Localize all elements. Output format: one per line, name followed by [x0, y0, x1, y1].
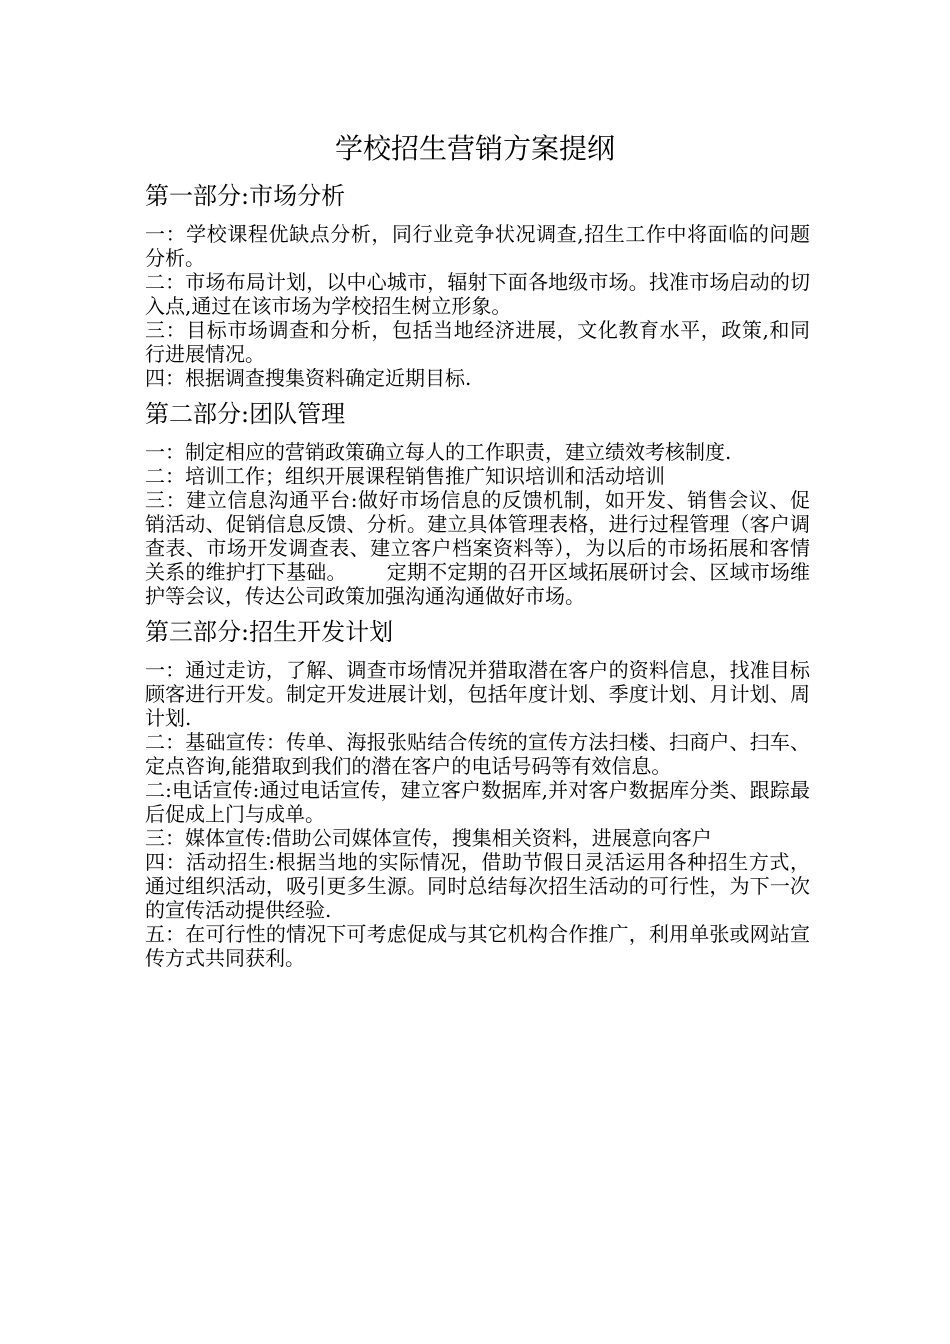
paragraph: 一：通过走访，了解、调查市场情况并猎取潜在客户的资料信息，找准目标顾客进行开发。制定开发进展计划，包括年度计划、季度计划、月计划、周计划.	[145, 658, 810, 730]
paragraph: 一：学校课程优缺点分析，同行业竞争状况调查,招生工作中将面临的问题分析。	[145, 222, 810, 270]
paragraph: 三：媒体宣传:借助公司媒体宣传，搜集相关资料，进展意向客户	[145, 826, 712, 850]
paragraph: 一：制定相应的营销政策确立每人的工作职责，建立绩效考核制度.	[145, 440, 732, 464]
section-heading: 第三部分:招生开发计划	[145, 618, 394, 646]
section-heading: 第一部分:市场分析	[145, 182, 346, 210]
paragraph-text: 三：建立信息沟通平台:做好市场信息的反馈机制，如开发、销售会议、促销活动、促销信息反馈、分析。建立具体管理表格，进行过程管理（客户调查表、市场开发调查表、建立客户档案资料等），为以后的市场拓展和客情关系的维护打下基础。	[145, 488, 810, 584]
document-body	[145, 180, 810, 978]
paragraph: 二：市场布局计划，以中心城市，辐射下面各地级市场。找准市场启动的切入点,通过在该市场为学校招生树立形象。	[145, 270, 810, 318]
paragraph: 二：培训工作；组织开展课程销售推广知识培训和活动培训	[145, 464, 665, 488]
section-heading: 第二部分:团队管理	[145, 400, 346, 428]
paragraph-text: 定期不定期的召开区域拓展研讨会、区域市场维护等会议，传达公司政策加强沟通沟通做好市场。	[145, 560, 811, 608]
paragraph: 二:电话宣传:通过电话宣传，建立客户数据库,并对客户数据库分类、跟踪最后促成上门与成单。	[145, 778, 810, 826]
document-title: 学校招生营销方案提纲	[334, 132, 615, 165]
section-market-analysis	[145, 180, 810, 390]
paragraph: 四：活动招生:根据当地的实际情况，借助节假日灵活运用各种招生方式，通过组织活动，吸引更多生源。同时总结每次招生活动的可行性，为下一次的宣传活动提供经验.	[145, 850, 810, 922]
paragraph	[145, 488, 810, 608]
section-enrollment-plan	[145, 616, 810, 970]
paragraph: 四：根据调查搜集资料确定近期目标.	[145, 366, 472, 390]
section-team-management	[145, 398, 810, 608]
paragraph: 三：目标市场调查和分析，包括当地经济进展，文化教育水平，政策,和同行进展情况。	[145, 318, 810, 366]
paragraph: 五：在可行性的情况下可考虑促成与其它机构合作推广，利用单张或网站宣传方式共同获利。	[145, 922, 810, 970]
paragraph: 二：基础宣传：传单、海报张贴结合传统的宣传方法扫楼、扫商户、扫车、定点咨询,能猎取到我们的潜在客户的电话号码等有效信息。	[145, 730, 810, 778]
